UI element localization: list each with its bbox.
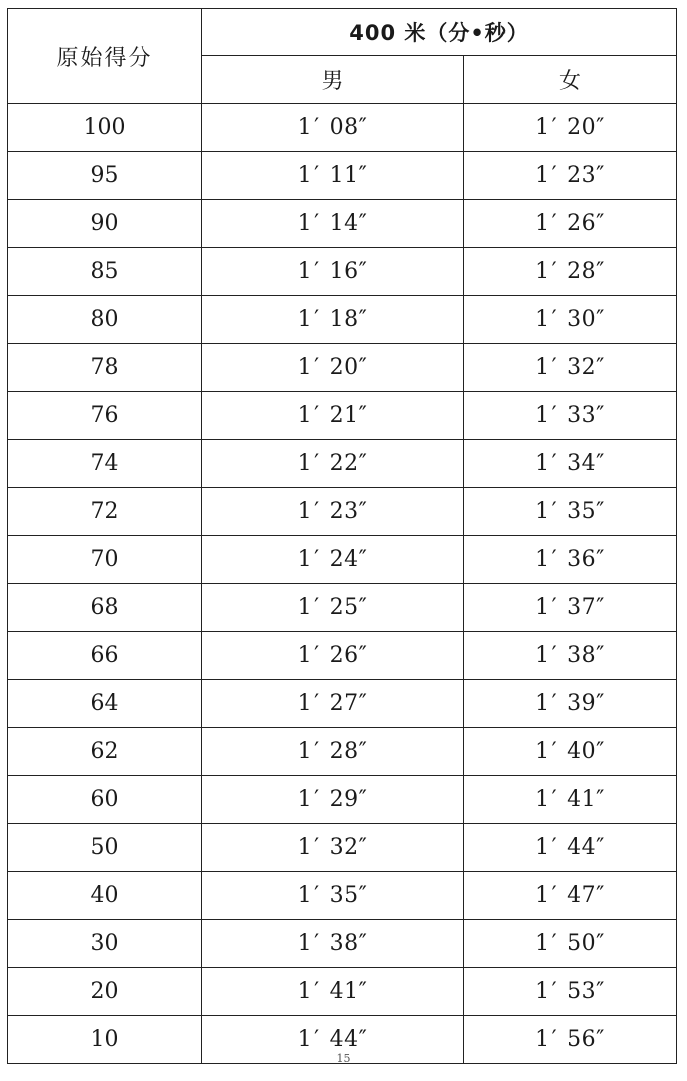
second-mark: ″ <box>358 211 368 236</box>
male-minutes: 1 <box>297 403 313 428</box>
female-seconds: 40 <box>567 739 597 764</box>
table-row <box>8 824 677 872</box>
minute-mark: ′ <box>551 259 558 284</box>
minute-mark: ′ <box>551 403 558 428</box>
female-column-header: 女 <box>464 56 677 104</box>
male-minutes: 1 <box>297 1027 313 1052</box>
male-time-cell <box>202 296 464 344</box>
male-time-cell <box>202 440 464 488</box>
minute-mark: ′ <box>314 547 320 572</box>
score-cell: 80 <box>8 296 202 344</box>
male-time-cell <box>202 104 464 152</box>
female-minutes: 1 <box>535 163 550 188</box>
second-mark: ″ <box>358 451 368 476</box>
table-row <box>8 872 677 920</box>
male-seconds: 23 <box>329 499 359 524</box>
score-cell: 74 <box>8 440 202 488</box>
female-time-cell <box>464 248 677 296</box>
minute-mark: ′ <box>314 979 320 1004</box>
female-time-cell <box>464 920 677 968</box>
minute-mark: ′ <box>314 739 320 764</box>
second-mark: ″ <box>358 259 368 284</box>
second-mark: ″ <box>358 307 368 332</box>
table-row <box>8 776 677 824</box>
table-row <box>8 728 677 776</box>
minute-mark: ′ <box>551 211 558 236</box>
female-seconds: 41 <box>567 787 597 812</box>
female-minutes: 1 <box>535 739 550 764</box>
second-mark: ″ <box>596 307 605 332</box>
female-minutes: 1 <box>535 307 550 332</box>
second-mark: ″ <box>358 979 368 1004</box>
minute-mark: ′ <box>314 259 320 284</box>
second-mark: ″ <box>596 739 605 764</box>
male-seconds: 21 <box>329 403 359 428</box>
male-minutes: 1 <box>297 787 313 812</box>
male-seconds: 28 <box>329 739 359 764</box>
male-seconds: 22 <box>329 451 359 476</box>
score-cell: 20 <box>8 968 202 1016</box>
table-row <box>8 344 677 392</box>
second-mark: ″ <box>358 115 368 140</box>
female-minutes: 1 <box>535 835 550 860</box>
score-cell: 78 <box>8 344 202 392</box>
male-seconds: 27 <box>329 691 359 716</box>
second-mark: ″ <box>358 595 368 620</box>
male-minutes: 1 <box>297 883 313 908</box>
minute-mark: ′ <box>314 691 320 716</box>
male-minutes: 1 <box>297 115 313 140</box>
second-mark: ″ <box>596 211 605 236</box>
second-mark: ″ <box>358 739 368 764</box>
table-row <box>8 152 677 200</box>
female-seconds: 47 <box>567 883 597 908</box>
female-time-cell <box>464 104 677 152</box>
second-mark: ″ <box>358 787 368 812</box>
second-mark: ″ <box>596 595 605 620</box>
female-seconds: 23 <box>567 163 597 188</box>
minute-mark: ′ <box>551 355 558 380</box>
male-seconds: 14 <box>329 211 359 236</box>
table-row <box>8 248 677 296</box>
male-seconds: 41 <box>329 979 359 1004</box>
female-seconds: 36 <box>567 547 597 572</box>
male-seconds: 29 <box>329 787 359 812</box>
minute-mark: ′ <box>551 547 558 572</box>
second-mark: ″ <box>596 979 605 1004</box>
male-minutes: 1 <box>297 547 313 572</box>
minute-mark: ′ <box>314 211 320 236</box>
second-mark: ″ <box>596 115 605 140</box>
second-mark: ″ <box>358 163 368 188</box>
female-seconds: 39 <box>567 691 597 716</box>
table-row <box>8 920 677 968</box>
female-seconds: 33 <box>567 403 597 428</box>
male-minutes: 1 <box>297 211 313 236</box>
female-seconds: 37 <box>567 595 597 620</box>
female-minutes: 1 <box>535 979 550 1004</box>
score-cell: 10 <box>8 1016 202 1064</box>
male-time-cell <box>202 824 464 872</box>
second-mark: ″ <box>596 259 605 284</box>
second-mark: ″ <box>596 883 605 908</box>
female-minutes: 1 <box>535 883 550 908</box>
score-cell: 85 <box>8 248 202 296</box>
male-minutes: 1 <box>297 163 313 188</box>
male-seconds: 25 <box>329 595 359 620</box>
female-time-cell <box>464 584 677 632</box>
score-cell: 50 <box>8 824 202 872</box>
minute-mark: ′ <box>551 595 558 620</box>
minute-mark: ′ <box>314 787 320 812</box>
minute-mark: ′ <box>314 499 320 524</box>
male-time-cell <box>202 152 464 200</box>
minute-mark: ′ <box>314 595 320 620</box>
female-time-cell <box>464 440 677 488</box>
minute-mark: ′ <box>314 931 320 956</box>
minute-mark: ′ <box>314 307 320 332</box>
table-row <box>8 488 677 536</box>
female-time-cell <box>464 392 677 440</box>
male-seconds: 32 <box>329 835 359 860</box>
table-row <box>8 968 677 1016</box>
table-row <box>8 584 677 632</box>
female-minutes: 1 <box>535 403 550 428</box>
second-mark: ″ <box>596 643 605 668</box>
female-minutes: 1 <box>535 499 550 524</box>
male-seconds: 24 <box>329 547 359 572</box>
male-seconds: 26 <box>329 643 359 668</box>
male-seconds: 20 <box>329 355 359 380</box>
female-seconds: 35 <box>567 499 597 524</box>
second-mark: ″ <box>596 163 605 188</box>
minute-mark: ′ <box>314 403 320 428</box>
male-time-cell <box>202 248 464 296</box>
female-seconds: 53 <box>567 979 597 1004</box>
male-seconds: 18 <box>329 307 359 332</box>
male-minutes: 1 <box>297 595 313 620</box>
female-minutes: 1 <box>535 547 550 572</box>
male-minutes: 1 <box>297 739 313 764</box>
page-number: 15 <box>336 1052 351 1065</box>
score-cell: 40 <box>8 872 202 920</box>
female-minutes: 1 <box>535 931 550 956</box>
male-seconds: 16 <box>329 259 359 284</box>
score-column-header: 原始得分 <box>8 9 202 104</box>
female-time-cell <box>464 296 677 344</box>
table-row <box>8 536 677 584</box>
second-mark: ″ <box>596 931 605 956</box>
minute-mark: ′ <box>314 883 320 908</box>
second-mark: ″ <box>596 355 605 380</box>
female-seconds: 30 <box>567 307 597 332</box>
male-time-cell <box>202 536 464 584</box>
second-mark: ″ <box>358 883 368 908</box>
male-minutes: 1 <box>297 931 313 956</box>
table-row <box>8 440 677 488</box>
table-header <box>8 9 677 104</box>
minute-mark: ′ <box>551 691 558 716</box>
female-time-cell <box>464 200 677 248</box>
minute-mark: ′ <box>551 883 558 908</box>
female-minutes: 1 <box>535 115 550 140</box>
table-row <box>8 296 677 344</box>
male-time-cell <box>202 488 464 536</box>
female-time-cell <box>464 488 677 536</box>
female-minutes: 1 <box>535 451 550 476</box>
female-time-cell <box>464 344 677 392</box>
second-mark: ″ <box>358 547 368 572</box>
table-row <box>8 632 677 680</box>
male-seconds: 38 <box>329 931 359 956</box>
male-time-cell <box>202 680 464 728</box>
female-minutes: 1 <box>535 643 550 668</box>
score-cell: 66 <box>8 632 202 680</box>
female-seconds: 44 <box>567 835 597 860</box>
table-row <box>8 680 677 728</box>
male-minutes: 1 <box>297 835 313 860</box>
female-seconds: 34 <box>567 451 597 476</box>
minute-mark: ′ <box>314 451 320 476</box>
minute-mark: ′ <box>551 451 558 476</box>
female-time-cell <box>464 824 677 872</box>
second-mark: ″ <box>596 499 605 524</box>
second-mark: ″ <box>596 1027 605 1052</box>
second-mark: ″ <box>358 835 368 860</box>
male-time-cell <box>202 200 464 248</box>
male-seconds: 11 <box>329 163 359 188</box>
event-column-header: 400 米（分•秒） <box>202 9 677 56</box>
male-seconds: 44 <box>329 1027 359 1052</box>
female-minutes: 1 <box>535 1027 550 1052</box>
second-mark: ″ <box>596 547 605 572</box>
male-column-header: 男 <box>202 56 464 104</box>
table-row <box>8 200 677 248</box>
female-time-cell <box>464 680 677 728</box>
score-cell: 64 <box>8 680 202 728</box>
minute-mark: ′ <box>551 115 558 140</box>
male-minutes: 1 <box>297 259 313 284</box>
minute-mark: ′ <box>551 1027 558 1052</box>
second-mark: ″ <box>596 403 605 428</box>
female-seconds: 32 <box>567 355 597 380</box>
female-seconds: 50 <box>567 931 597 956</box>
minute-mark: ′ <box>551 787 558 812</box>
female-minutes: 1 <box>535 691 550 716</box>
minute-mark: ′ <box>314 643 320 668</box>
male-time-cell <box>202 968 464 1016</box>
female-time-cell <box>464 776 677 824</box>
male-time-cell <box>202 584 464 632</box>
table-body <box>8 104 677 1064</box>
minute-mark: ′ <box>551 739 558 764</box>
minute-mark: ′ <box>551 307 558 332</box>
female-time-cell <box>464 536 677 584</box>
female-minutes: 1 <box>535 259 550 284</box>
second-mark: ″ <box>358 931 368 956</box>
male-time-cell <box>202 344 464 392</box>
minute-mark: ′ <box>551 931 558 956</box>
second-mark: ″ <box>358 403 368 428</box>
female-minutes: 1 <box>535 355 550 380</box>
male-time-cell <box>202 632 464 680</box>
minute-mark: ′ <box>314 835 320 860</box>
male-seconds: 08 <box>329 115 359 140</box>
male-time-cell <box>202 920 464 968</box>
minute-mark: ′ <box>314 355 320 380</box>
score-table <box>7 8 677 1064</box>
minute-mark: ′ <box>314 163 320 188</box>
second-mark: ″ <box>596 835 605 860</box>
second-mark: ″ <box>358 355 368 380</box>
male-minutes: 1 <box>297 451 313 476</box>
female-minutes: 1 <box>535 787 550 812</box>
score-cell: 95 <box>8 152 202 200</box>
second-mark: ″ <box>596 787 605 812</box>
female-seconds: 56 <box>567 1027 597 1052</box>
second-mark: ″ <box>596 451 605 476</box>
minute-mark: ′ <box>551 499 558 524</box>
male-minutes: 1 <box>297 691 313 716</box>
minute-mark: ′ <box>551 835 558 860</box>
male-seconds: 35 <box>329 883 359 908</box>
second-mark: ″ <box>358 1027 368 1052</box>
male-minutes: 1 <box>297 643 313 668</box>
female-seconds: 26 <box>567 211 597 236</box>
table-row <box>8 392 677 440</box>
score-cell: 68 <box>8 584 202 632</box>
minute-mark: ′ <box>314 1027 320 1052</box>
score-cell: 100 <box>8 104 202 152</box>
table-row <box>8 104 677 152</box>
male-minutes: 1 <box>297 355 313 380</box>
male-minutes: 1 <box>297 499 313 524</box>
score-cell: 62 <box>8 728 202 776</box>
female-minutes: 1 <box>535 595 550 620</box>
score-cell: 70 <box>8 536 202 584</box>
male-minutes: 1 <box>297 307 313 332</box>
female-time-cell <box>464 968 677 1016</box>
minute-mark: ′ <box>551 979 558 1004</box>
second-mark: ″ <box>596 691 605 716</box>
second-mark: ″ <box>358 691 368 716</box>
female-time-cell <box>464 632 677 680</box>
male-time-cell <box>202 776 464 824</box>
minute-mark: ′ <box>551 643 558 668</box>
female-seconds: 20 <box>567 115 597 140</box>
male-time-cell <box>202 872 464 920</box>
female-time-cell <box>464 872 677 920</box>
score-cell: 90 <box>8 200 202 248</box>
female-time-cell <box>464 152 677 200</box>
male-minutes: 1 <box>297 979 313 1004</box>
female-minutes: 1 <box>535 211 550 236</box>
female-time-cell <box>464 728 677 776</box>
score-cell: 60 <box>8 776 202 824</box>
minute-mark: ′ <box>314 115 320 140</box>
male-time-cell <box>202 728 464 776</box>
second-mark: ″ <box>358 499 368 524</box>
second-mark: ″ <box>358 643 368 668</box>
score-cell: 30 <box>8 920 202 968</box>
score-cell: 76 <box>8 392 202 440</box>
female-seconds: 38 <box>567 643 597 668</box>
female-seconds: 28 <box>567 259 597 284</box>
score-cell: 72 <box>8 488 202 536</box>
minute-mark: ′ <box>551 163 558 188</box>
male-time-cell <box>202 392 464 440</box>
